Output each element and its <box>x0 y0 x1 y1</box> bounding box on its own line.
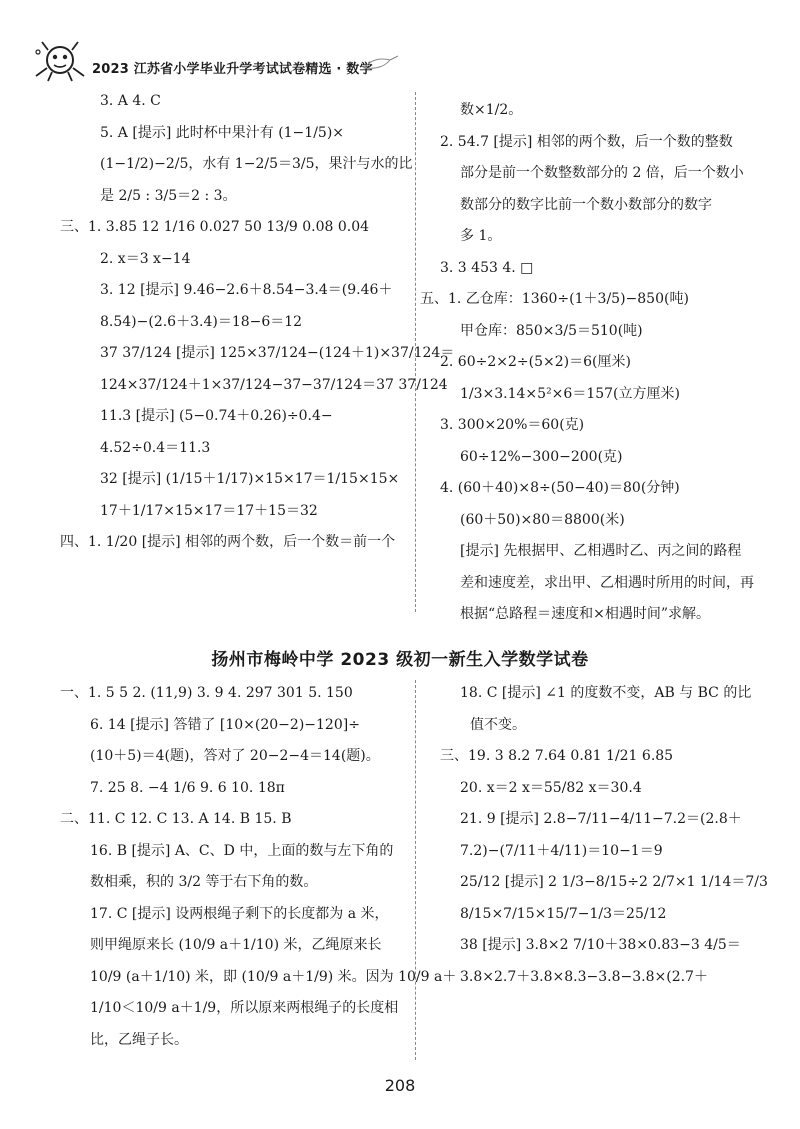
answer-line: 数部分的数字比前一个数小数部分的数字 <box>460 196 712 213</box>
column-divider <box>415 92 416 612</box>
answer-line: 1/10＜10/9 a＋1/9，所以原来两根绳子的长度相 <box>90 1000 399 1016</box>
column-divider <box>415 680 416 1060</box>
answer-line: 根据“总路程＝速度和×相遇时间”求解。 <box>460 606 711 622</box>
answer-line: 3. 3 453 4. □ <box>440 259 534 276</box>
answer-line: 37 37/124 [提示] 125×37/124−(124＋1)×37/124＝ <box>100 345 455 361</box>
answer-line: 2. 54.7 [提示] 相邻的两个数，后一个数的整数 <box>440 133 733 150</box>
answer-line: 部分是前一个数整数部分的 2 倍，后一个数小 <box>460 165 744 181</box>
answer-line: 20. x＝2 x＝55/82 x＝30.4 <box>460 779 642 796</box>
answer-line: 五、1. 乙仓库：1360÷(1＋3/5)−850(吨) <box>420 291 689 307</box>
answer-line: 值不变。 <box>470 716 526 733</box>
bottom-right-column <box>440 678 770 993</box>
answer-line: 5. A [提示] 此时杯中果汁有 (1−1/5)× <box>100 124 345 141</box>
answer-line: 60÷12%−300−200(克) <box>460 448 623 465</box>
answer-line: 2. x＝3 x−14 <box>100 250 191 267</box>
answer-line: 一、1. 5 5 2. (11,9) 3. 9 4. 297 301 5. 150 <box>60 685 353 701</box>
answer-line: 21. 9 [提示] 2.8−7/11−4/11−7.2＝(2.8＋ <box>460 811 742 827</box>
answer-line: 32 [提示] (1/15＋1/17)×15×17＝1/15×15× <box>100 471 400 487</box>
answer-line: 11.3 [提示] (5−0.74＋0.26)÷0.4− <box>100 408 333 424</box>
page-header <box>30 38 430 82</box>
answer-line: 4. (60＋40)×8÷(50−40)＝80(分钟) <box>440 480 680 496</box>
answer-line: 6. 14 [提示] 答错了 [10×(20−2)−120]÷ <box>90 716 360 733</box>
answer-line: 多 1。 <box>460 228 502 244</box>
answer-line: 甲仓库：850×3/5＝510(吨) <box>460 322 643 339</box>
answer-line: (10＋5)＝4(题)，答对了 20−2−4＝14(题)。 <box>90 748 380 764</box>
answer-line: 2. 60÷2×2÷(5×2)＝6(厘米) <box>440 354 631 370</box>
answer-line: 数相乘，积的 3/2 等于右下角的数。 <box>90 874 318 890</box>
answer-line: 10/9 (a＋1/10) 米，即 (10/9 a＋1/9) 米。因为 10/9 a＋ <box>90 968 457 985</box>
answer-line: 17＋1/17×15×17＝17＋15＝32 <box>100 502 318 519</box>
answer-line: 3. 12 [提示] 9.46−2.6＋8.54−3.4＝(9.46＋ <box>100 282 393 298</box>
answer-line: 3. A 4. C <box>100 93 161 109</box>
answer-line: 3.8×2.7＋3.8×8.3−3.8−3.8×(2.7＋ <box>460 968 708 985</box>
answer-line: 8/15×7/15×15/7−1/3＝25/12 <box>460 905 667 922</box>
answer-line: 7.2)−(7/11＋4/11)＝10−1＝9 <box>460 842 663 859</box>
answer-line: 3. 300×20%＝60(克) <box>440 417 585 433</box>
answer-line: 17. C [提示] 设两根绳子剩下的长度都为 a 米， <box>90 905 389 922</box>
answer-line: 三、19. 3 8.2 7.64 0.81 1/21 6.85 <box>440 748 674 764</box>
answer-line: 比，乙绳子长。 <box>90 1031 188 1048</box>
answer-line: 二、11. C 12. C 13. A 14. B 15. B <box>60 811 292 827</box>
answer-line: 4.52÷0.4＝11.3 <box>100 439 211 456</box>
answer-line: 三、1. 3.85 12 1/16 0.027 50 13/9 0.08 0.04 <box>60 219 370 235</box>
answer-line: 38 [提示] 3.8×2 7/10＋38×0.83−3 4/5＝ <box>460 937 741 953</box>
answer-line: 25/12 [提示] 2 1/3−8/15÷2 2/7×1 1/14＝7/3 <box>460 874 768 890</box>
answer-line: 18. C [提示] ∠1 的度数不变，AB 与 BC 的比 <box>460 685 752 701</box>
cartoon-mascot-icon <box>30 38 90 82</box>
top-left-column <box>60 86 455 559</box>
answer-line: 数×1/2。 <box>460 102 523 118</box>
leaf-doodle-icon <box>360 52 400 74</box>
answer-line: 1/3×3.14×5²×6＝157(立方厘米) <box>460 385 680 402</box>
answer-line: (1−1/2)−2/5，水有 1−2/5＝3/5，果汁与水的比 <box>100 156 413 172</box>
bottom-left-column <box>60 678 457 1056</box>
answer-line: 差和速度差，求出甲、乙相遇时所用的时间，再 <box>460 574 754 591</box>
section-title: 扬州市梅岭中学 2023 级初一新生入学数学试卷 <box>211 650 589 670</box>
top-right-column <box>420 95 770 631</box>
answer-line: [提示] 先根据甲、乙相遇时乙、丙之间的路程 <box>460 543 742 559</box>
answer-line: 则甲绳原来长 (10/9 a＋1/10) 米，乙绳原来长 <box>90 937 382 953</box>
header-title: 2023 江苏省小学毕业升学考试试卷精选 · 数学 <box>92 62 373 77</box>
answer-line: 124×37/124＋1×37/124−37−37/124＝37 37/124 <box>100 376 448 393</box>
answer-line: (60＋50)×80＝8800(米) <box>460 511 625 528</box>
answer-line: 16. B [提示] A、C、D 中，上面的数与左下角的 <box>90 842 394 859</box>
page-number: 208 <box>384 1076 416 1095</box>
answer-line: 四、1. 1/20 [提示] 相邻的两个数，后一个数＝前一个 <box>60 534 396 550</box>
answer-line: 8.54)−(2.6＋3.4)＝18−6＝12 <box>100 313 303 330</box>
answer-line: 是 2/5 : 3/5＝2 : 3。 <box>100 187 237 204</box>
answer-line: 7. 25 8. −4 1/6 9. 6 10. 18π <box>90 779 285 796</box>
